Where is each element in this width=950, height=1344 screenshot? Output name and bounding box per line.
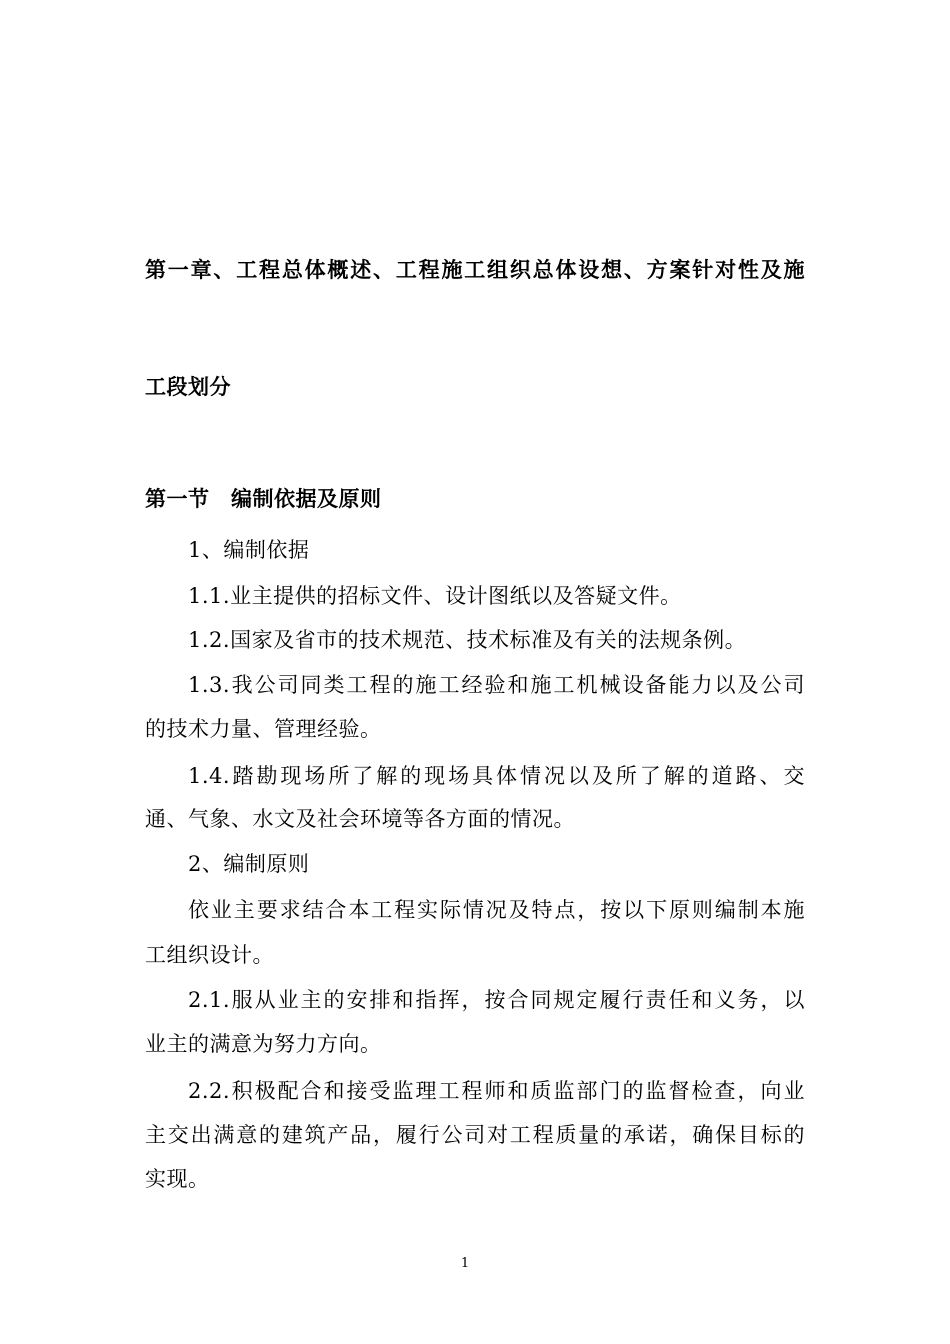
principles-item-2-2-line-3: 实现。 xyxy=(145,1167,210,1191)
basis-item-1-1: 1.1.业主提供的招标文件、设计图纸以及答疑文件。 xyxy=(188,584,682,608)
basis-item-1-3-line-1: 1.3.我公司同类工程的施工经验和施工机械设备能力以及公司 xyxy=(188,673,805,697)
chapter-title-line-1: 第一章、工程总体概述、工程施工组织总体设想、方案针对性及施 xyxy=(145,258,805,282)
basis-item-1-3-line-2: 的技术力量、管理经验。 xyxy=(145,717,382,741)
principles-heading: 2、编制原则 xyxy=(188,852,310,876)
principles-intro-line-1: 依业主要求结合本工程实际情况及特点，按以下原则编制本施 xyxy=(188,898,805,922)
basis-item-1-2: 1.2.国家及省市的技术规范、技术标准及有关的法规条例。 xyxy=(188,628,747,652)
basis-item-1-4-line-1: 1.4.踏勘现场所了解的现场具体情况以及所了解的道路、交 xyxy=(188,764,805,788)
principles-intro-line-2: 工组织设计。 xyxy=(145,943,274,967)
basis-heading: 1、编制依据 xyxy=(188,538,310,562)
section-title: 第一节 编制依据及原则 xyxy=(145,487,382,511)
principles-item-2-2-line-2: 主交出满意的建筑产品，履行公司对工程质量的承诺，确保目标的 xyxy=(145,1123,805,1147)
principles-item-2-1-line-1: 2.1.服从业主的安排和指挥，按合同规定履行责任和义务，以 xyxy=(188,988,805,1012)
principles-item-2-1-line-2: 业主的满意为努力方向。 xyxy=(145,1032,382,1056)
principles-item-2-2-line-1: 2.2.积极配合和接受监理工程师和质监部门的监督检查，向业 xyxy=(188,1079,805,1103)
page-number: 1 xyxy=(460,1256,470,1271)
basis-item-1-4-line-2: 通、气象、水文及社会环境等各方面的情况。 xyxy=(145,807,575,831)
chapter-title-line-2: 工段划分 xyxy=(145,375,231,399)
